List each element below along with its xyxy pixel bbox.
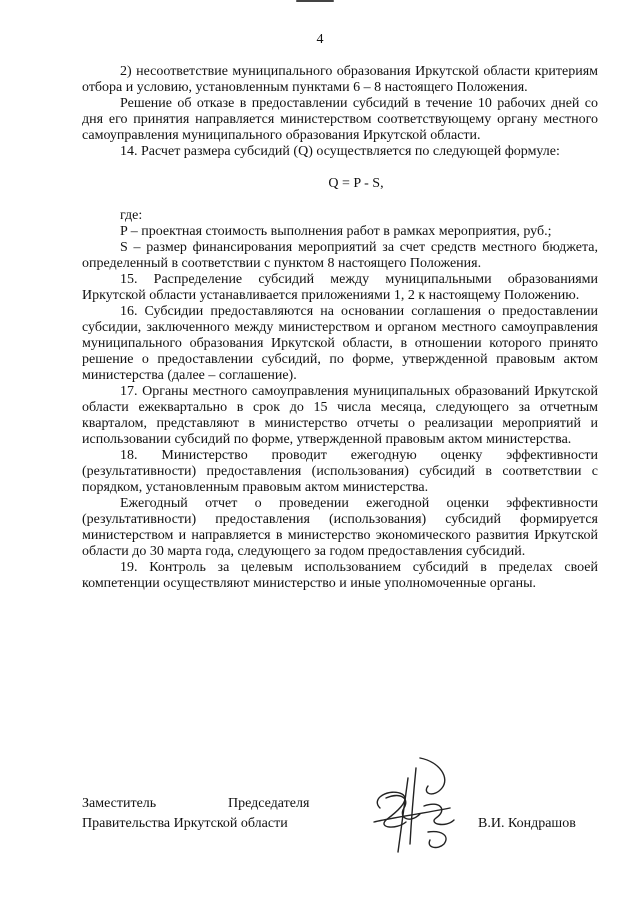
- paragraph-18: 18. Министерство проводит ежегодную оценку эффективности (результативности) предоставления (использования) субсидий в соответствии с порядком, установленным правовым актом министерства.: [82, 448, 598, 495]
- paragraph-annual-report: Ежегодный отчет о проведении ежегодной оценки эффективности (результативности) предоставления (использования) субсидий формируется министерством и направляется в министерство экономического развития Иркутской области до 30 марта года, следующего за годом предоставления субсидий.: [82, 496, 598, 559]
- signatory-name: В.И. Кондрашов: [478, 816, 576, 831]
- paragraph-def-p: P – проектная стоимость выполнения работ в рамках мероприятия, руб.;: [120, 224, 552, 239]
- signatory-position-deputy: Заместитель: [82, 796, 157, 811]
- paragraph-refusal-decision: Решение об отказе в предоставлении субсидий в течение 10 рабочих дней со дня его принятия направляется министерством соответствующему органу местного самоуправления муниципального образования Иркутской области.: [82, 96, 598, 143]
- handwritten-signature: [350, 748, 470, 858]
- document-body: [82, 64, 598, 592]
- paragraph-19: 19. Контроль за целевым использованием субсидий в пределах своей компетенции осуществляют министерство и иные уполномоченные органы.: [82, 560, 598, 591]
- paragraph-16: 16. Субсидии предоставляются на основании соглашения о предоставлении субсидии, заключенного между министерством и органом местного самоуправления муниципального образования Иркутской области, в отношении которого принято решение о предоставлении субсидий, по форме, утвержденной правовым актом министерства (далее – соглашение).: [82, 304, 598, 383]
- paragraph-14: 14. Расчет размера субсидий (Q) осуществляется по следующей формуле:: [120, 144, 560, 159]
- paragraph-item-2: 2) несоответствие муниципального образования Иркутской области критериям отбора и условию, установленным пунктами 6 – 8 настоящего Положения.: [82, 64, 598, 95]
- page-number: 4: [316, 32, 324, 47]
- paragraph-17: 17. Органы местного самоуправления муниципальных образований Иркутской области ежеквартально в срок до 15 числа месяца, следующего за отчетным кварталом, представляют в министерство отчеты о реализации мероприятий и использовании субсидий по форме, утвержденной правовым актом министерства.: [82, 384, 598, 447]
- formula: Q = P - S,: [328, 176, 384, 191]
- top-edge-mark: [296, 0, 334, 2]
- paragraph-where: где:: [120, 208, 143, 223]
- signatory-government: Правительства Иркутской области: [82, 816, 288, 831]
- signatory-position-chairman: Председателя: [228, 796, 310, 811]
- paragraph-15: 15. Распределение субсидий между муниципальными образованиями Иркутской области устанавливается приложениями 1, 2 к настоящему Положению.: [82, 272, 598, 303]
- paragraph-def-s: S – размер финансирования мероприятий за счет средств местного бюджета, определенный в соответствии с пунктом 8 настоящего Положения.: [82, 240, 598, 271]
- signature-block: [82, 794, 598, 854]
